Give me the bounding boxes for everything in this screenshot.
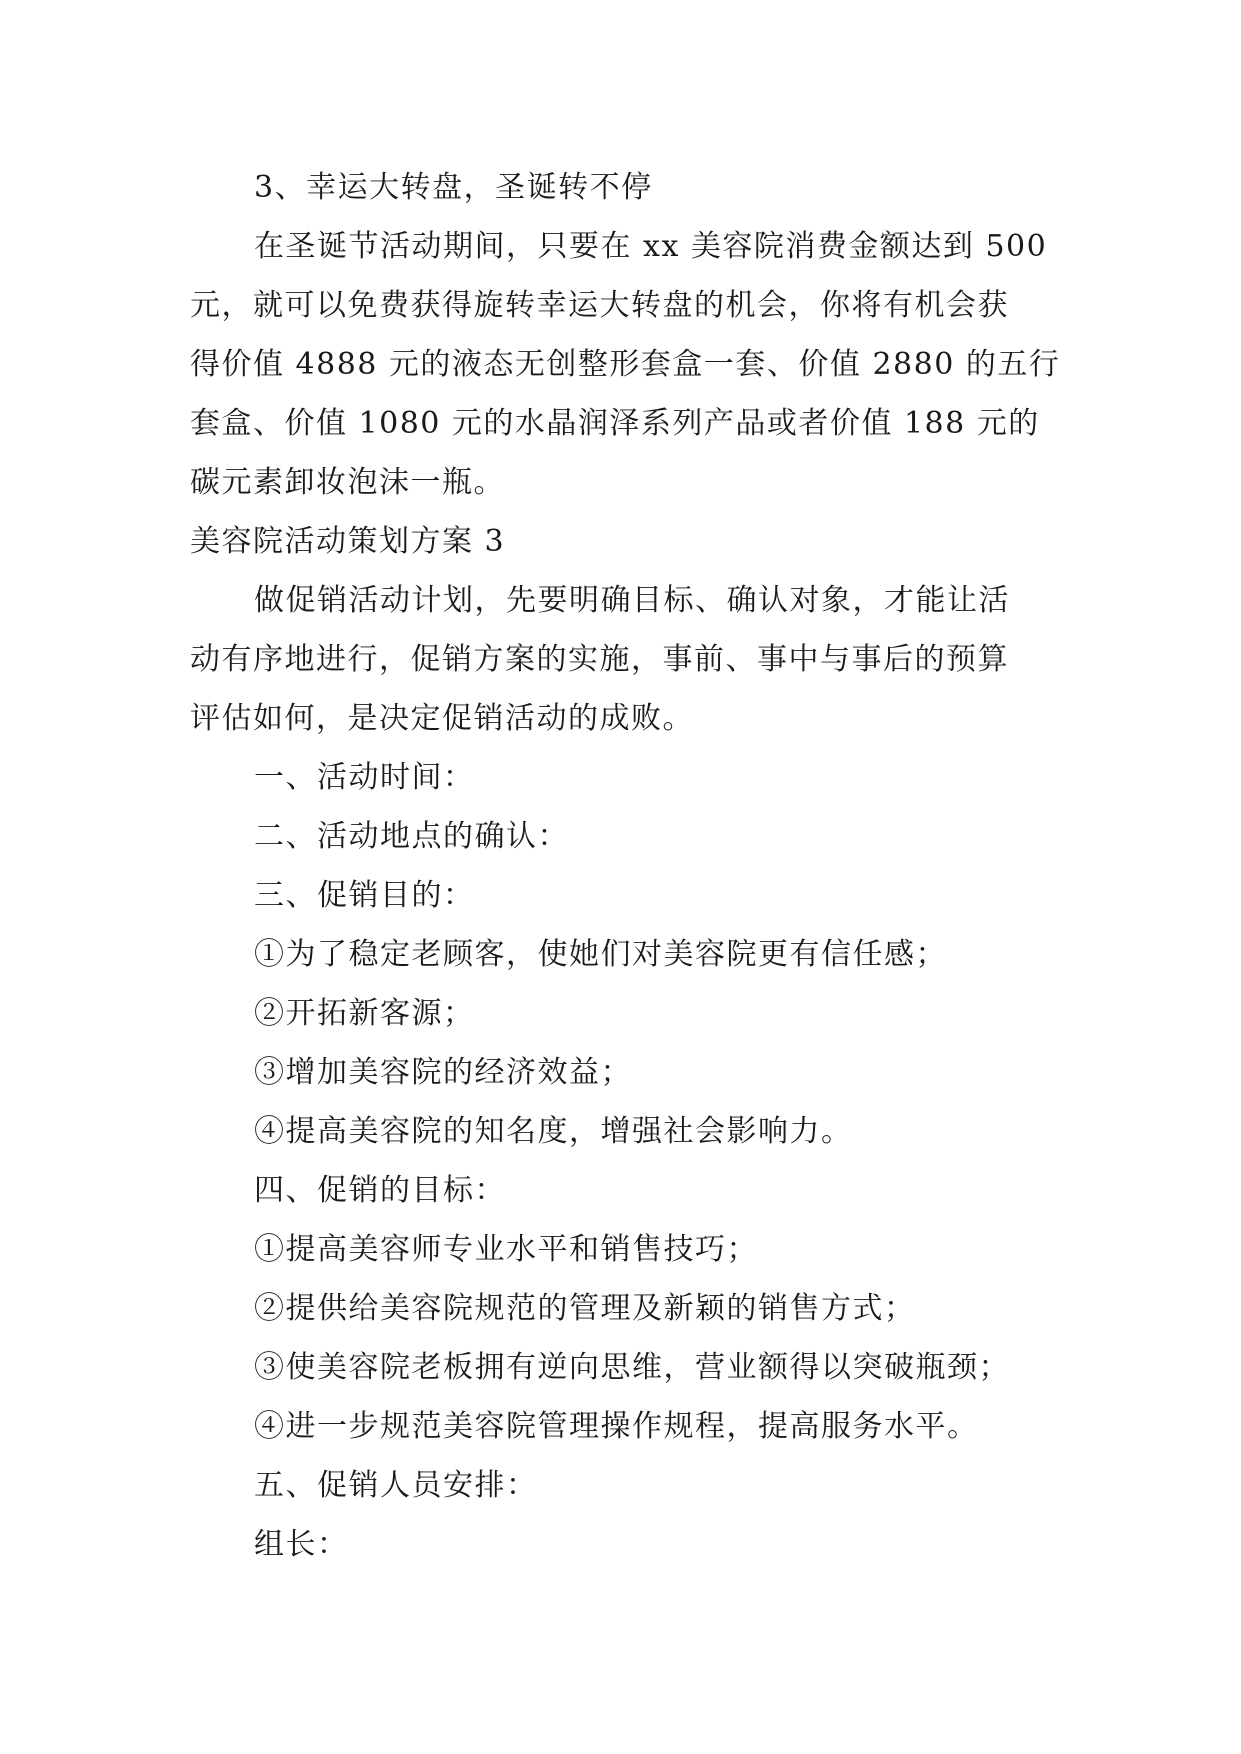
document-body [190, 158, 1061, 1574]
paragraph-line: 动有序地进行，促销方案的实施，事前、事中与事后的预算 [190, 642, 1009, 677]
section-heading: 3、幸运大转盘，圣诞转不停 [254, 170, 653, 205]
section-item-location: 二、活动地点的确认： [254, 819, 569, 854]
section-item-purpose: 三、促销目的： [254, 878, 475, 913]
paragraph-line: 在圣诞节活动期间，只要在 xx 美容院消费金额达到 500 [254, 229, 1048, 264]
list-item: ④进一步规范美容院管理操作规程，提高服务水平。 [254, 1409, 979, 1444]
list-item: ②提供给美容院规范的管理及新颖的销售方式； [254, 1291, 916, 1326]
paragraph-line: 元，就可以免费获得旋转幸运大转盘的机会，你将有机会获 [190, 288, 1009, 323]
list-item: ④提高美容院的知名度，增强社会影响力。 [254, 1114, 853, 1149]
list-item: ②开拓新客源； [254, 996, 475, 1031]
paragraph-line: 套盒、价值 1080 元的水晶润泽系列产品或者价值 188 元的 [190, 406, 1040, 441]
plan-title: 美容院活动策划方案 3 [190, 524, 506, 559]
list-item: ③使美容院老板拥有逆向思维，营业额得以突破瓶颈； [254, 1350, 1010, 1385]
list-item: ③增加美容院的经济效益； [254, 1055, 632, 1090]
section-item-goals: 四、促销的目标： [254, 1173, 506, 1208]
list-item: ①为了稳定老顾客，使她们对美容院更有信任感； [254, 937, 947, 972]
paragraph-line: 评估如何，是决定促销活动的成败。 [190, 701, 694, 736]
paragraph-line: 做促销活动计划，先要明确目标、确认对象，才能让活 [254, 583, 1010, 618]
paragraph-line: 碳元素卸妆泡沫一瓶。 [190, 465, 505, 500]
staff-leader-label: 组长： [254, 1527, 349, 1562]
list-item: ①提高美容师专业水平和销售技巧； [254, 1232, 758, 1267]
paragraph-line: 得价值 4888 元的液态无创整形套盒一套、价值 2880 的五行 [190, 347, 1061, 382]
section-item-staff: 五、促销人员安排： [254, 1468, 538, 1503]
section-item-time: 一、活动时间： [254, 760, 475, 795]
